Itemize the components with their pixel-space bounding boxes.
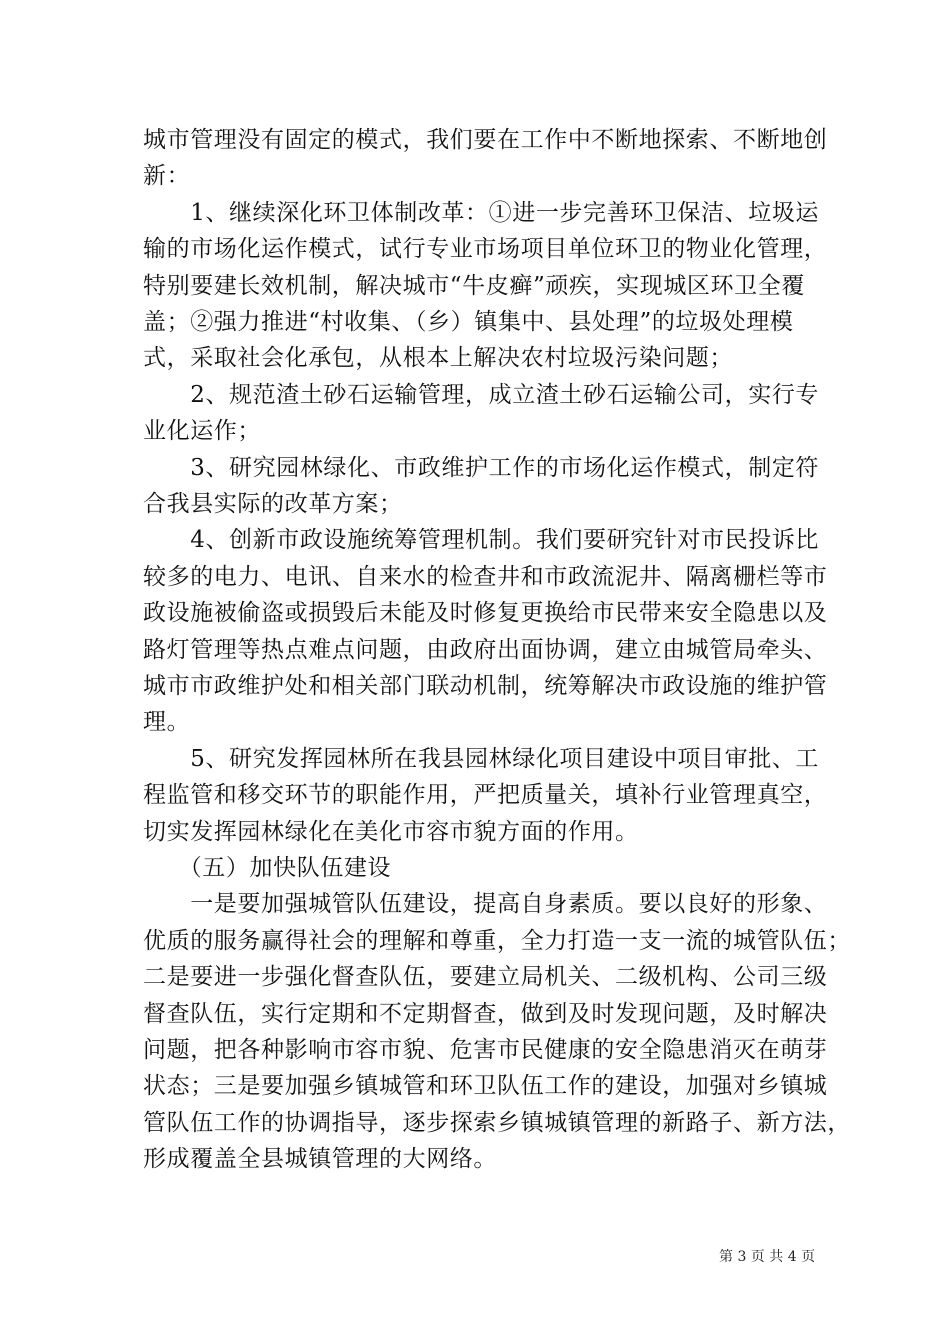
text-line: 状态；三是要加强乡镇城管和环卫队伍工作的建设，加强对乡镇城	[143, 1073, 828, 1099]
text-line: 合我县实际的改革方案；	[143, 491, 403, 517]
text-line: 切实发挥园林绿化在美化市容市貌方面的作用。	[143, 819, 639, 845]
text-line: 3、研究园林绿化、市政维护工作的市场化运作模式，制定符	[143, 455, 820, 481]
text-line: 政设施被偷盗或损毁后未能及时修复更换给市民带来安全隐患以及	[143, 600, 828, 626]
text-line: 1、继续深化环卫体制改革：①进一步完善环卫保洁、垃圾运	[143, 200, 820, 226]
text-line: 城市管理没有固定的模式，我们要在工作中不断地探索、不断地创	[143, 127, 828, 153]
text-line: 业化运作；	[143, 418, 261, 444]
text-line: （五）加快队伍建设	[143, 855, 392, 881]
page-number: 第 3 页 共 4 页	[719, 1249, 816, 1265]
text-line: 式，采取社会化承包，从根本上解决农村垃圾污染问题；	[143, 345, 733, 371]
text-line: 5、研究发挥园林所在我县园林绿化项目建设中项目审批、工	[143, 746, 820, 772]
text-line: 特别要建长效机制，解决城市“牛皮癣”顽疾，实现城区环卫全覆	[143, 273, 805, 299]
text-line: 4、创新市政设施统筹管理机制。我们要研究针对市民投诉比	[143, 527, 820, 553]
text-line: 理。	[143, 709, 191, 735]
text-line: 管队伍工作的协调指导，逐步探索乡镇城镇管理的新路子、新方法，	[143, 1110, 851, 1136]
text-line: 2、规范渣土砂石运输管理，成立渣土砂石运输公司，实行专	[143, 382, 820, 408]
text-line: 问题，把各种影响市容市貌、危害市民健康的安全隐患消灭在萌芽	[143, 1037, 828, 1063]
text-line: 优质的服务赢得社会的理解和尊重，全力打造一支一流的城管队伍；	[143, 928, 851, 954]
text-line: 督查队伍，实行定期和不定期督查，做到及时发现问题，及时解决	[143, 1001, 828, 1027]
text-line: 一是要加强城管队伍建设，提高自身素质。要以良好的形象、	[143, 891, 828, 917]
text-line: 形成覆盖全县城镇管理的大网络。	[143, 1146, 497, 1172]
text-line: 新：	[143, 163, 191, 189]
text-line: 二是要进一步强化督查队伍，要建立局机关、二级机构、公司三级	[143, 964, 828, 990]
text-line: 较多的电力、电讯、自来水的检查井和市政流泥井、隔离栅栏等市	[143, 564, 828, 590]
text-line: 城市市政维护处和相关部门联动机制，统筹解决市政设施的维护管	[143, 673, 828, 699]
text-line: 盖；②强力推进“村收集、（乡）镇集中、县处理”的垃圾处理模	[143, 309, 794, 335]
text-line: 路灯管理等热点难点问题，由政府出面协调，建立由城管局牵头、	[143, 637, 828, 663]
text-line: 程监管和移交环节的职能作用，严把质量关，填补行业管理真空，	[143, 782, 828, 808]
text-line: 输的市场化运作模式，试行专业市场项目单位环卫的物业化管理，	[143, 236, 828, 262]
